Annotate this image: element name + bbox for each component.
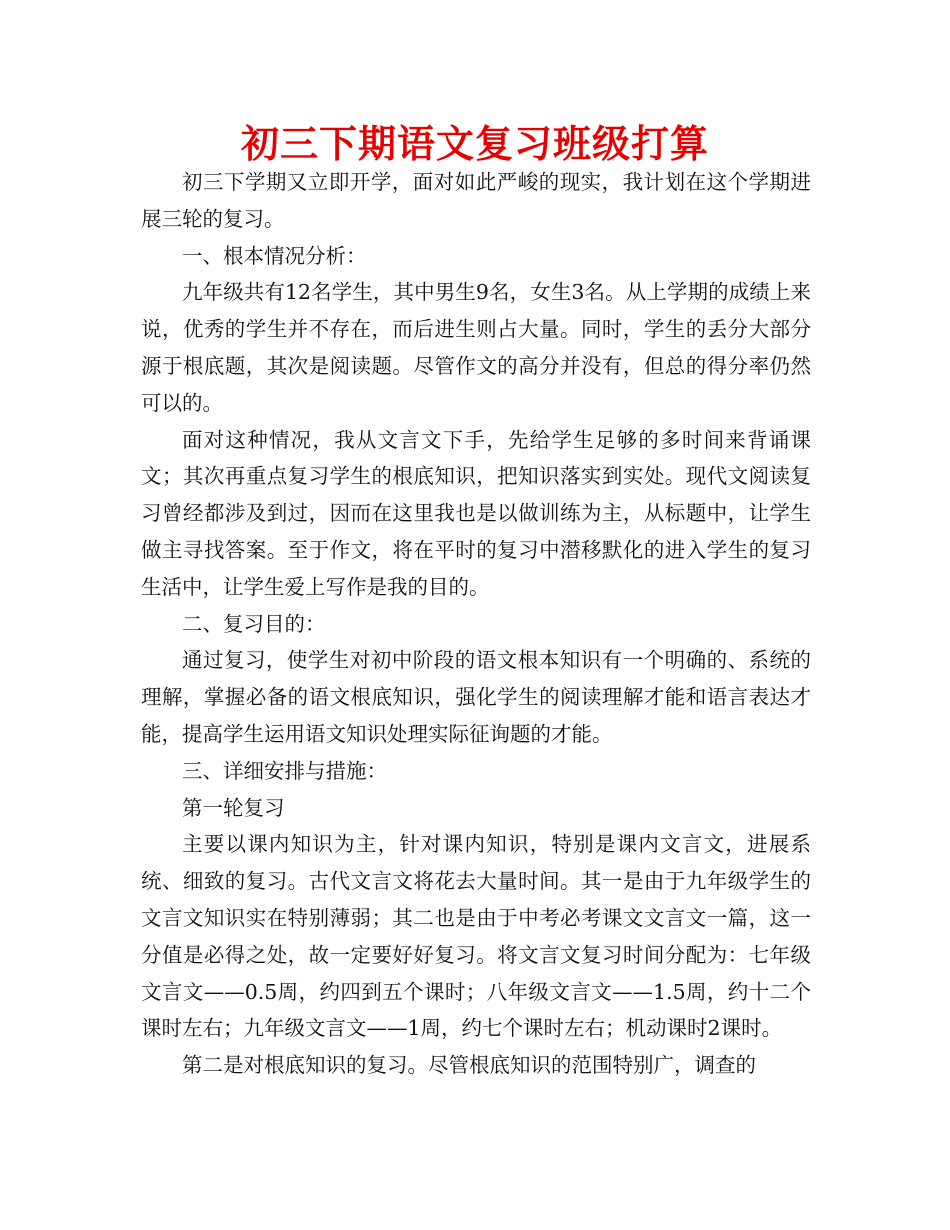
paragraph-first-round: 主要以课内知识为主，针对课内知识，特别是课内文言文，进展系统、细致的复习。古代文言文将花去大量时间。其一是由于九年级学生的文言文知识实在特别薄弱；其二也是由于中考必考课文文言文一篇，这一分值是必得之处，故一定要好好复习。将文言文复习时间分配为：七年级文言文——0.5周，约四到五个课时；八年级文言文——1.5周，约十二个课时左右；九年级文言文——1周，约七个课时左右；机动课时2课时。 — [141, 832, 811, 1041]
heading-arrangement: 三、详细安排与措施： — [182, 758, 387, 783]
document-title: 初三下期语文复习班级打算 — [240, 122, 709, 166]
paragraph-second-part: 第二是对根底知识的复习。尽管根底知识的范围特别广，调查的 — [182, 1053, 756, 1078]
paragraph-goals: 通过复习，使学生对初中阶段的语文根本知识有一个明确的、系统的理解，掌握必备的语文根底知识，强化学生的阅读理解才能和语言表达才能，提高学生运用语文知识处理实际征询题的才能。 — [141, 648, 811, 746]
paragraph-student-situation: 九年级共有12名学生，其中男生9名，女生3名。从上学期的成绩上来说，优秀的学生并不存在，而后进生则占大量。同时，学生的丢分大部分源于根底题，其次是阅读题。尽管作文的高分并没有，但总的得分率仍然可以的。 — [141, 280, 811, 415]
heading-basic-analysis: 一、根本情况分析： — [182, 243, 367, 268]
heading-review-goals: 二、复习目的： — [182, 611, 326, 636]
paragraph-intro: 初三下学期又立即开学，面对如此严峻的现实，我计划在这个学期进展三轮的复习。 — [141, 170, 811, 231]
paragraph-approach: 面对这种情况，我从文言文下手，先给学生足够的多时间来背诵课文；其次再重点复习学生的根底知识，把知识落实到实处。现代文阅读复习曾经都涉及到过，因而在这里我也是以做训练为主，从标题中，让学生做主寻找答案。至于作文，将在平时的复习中潜移默化的进入学生的复习生活中，让学生爱上写作是我的目的。 — [141, 427, 811, 599]
document-body — [141, 164, 811, 1084]
heading-first-round: 第一轮复习 — [182, 795, 285, 820]
